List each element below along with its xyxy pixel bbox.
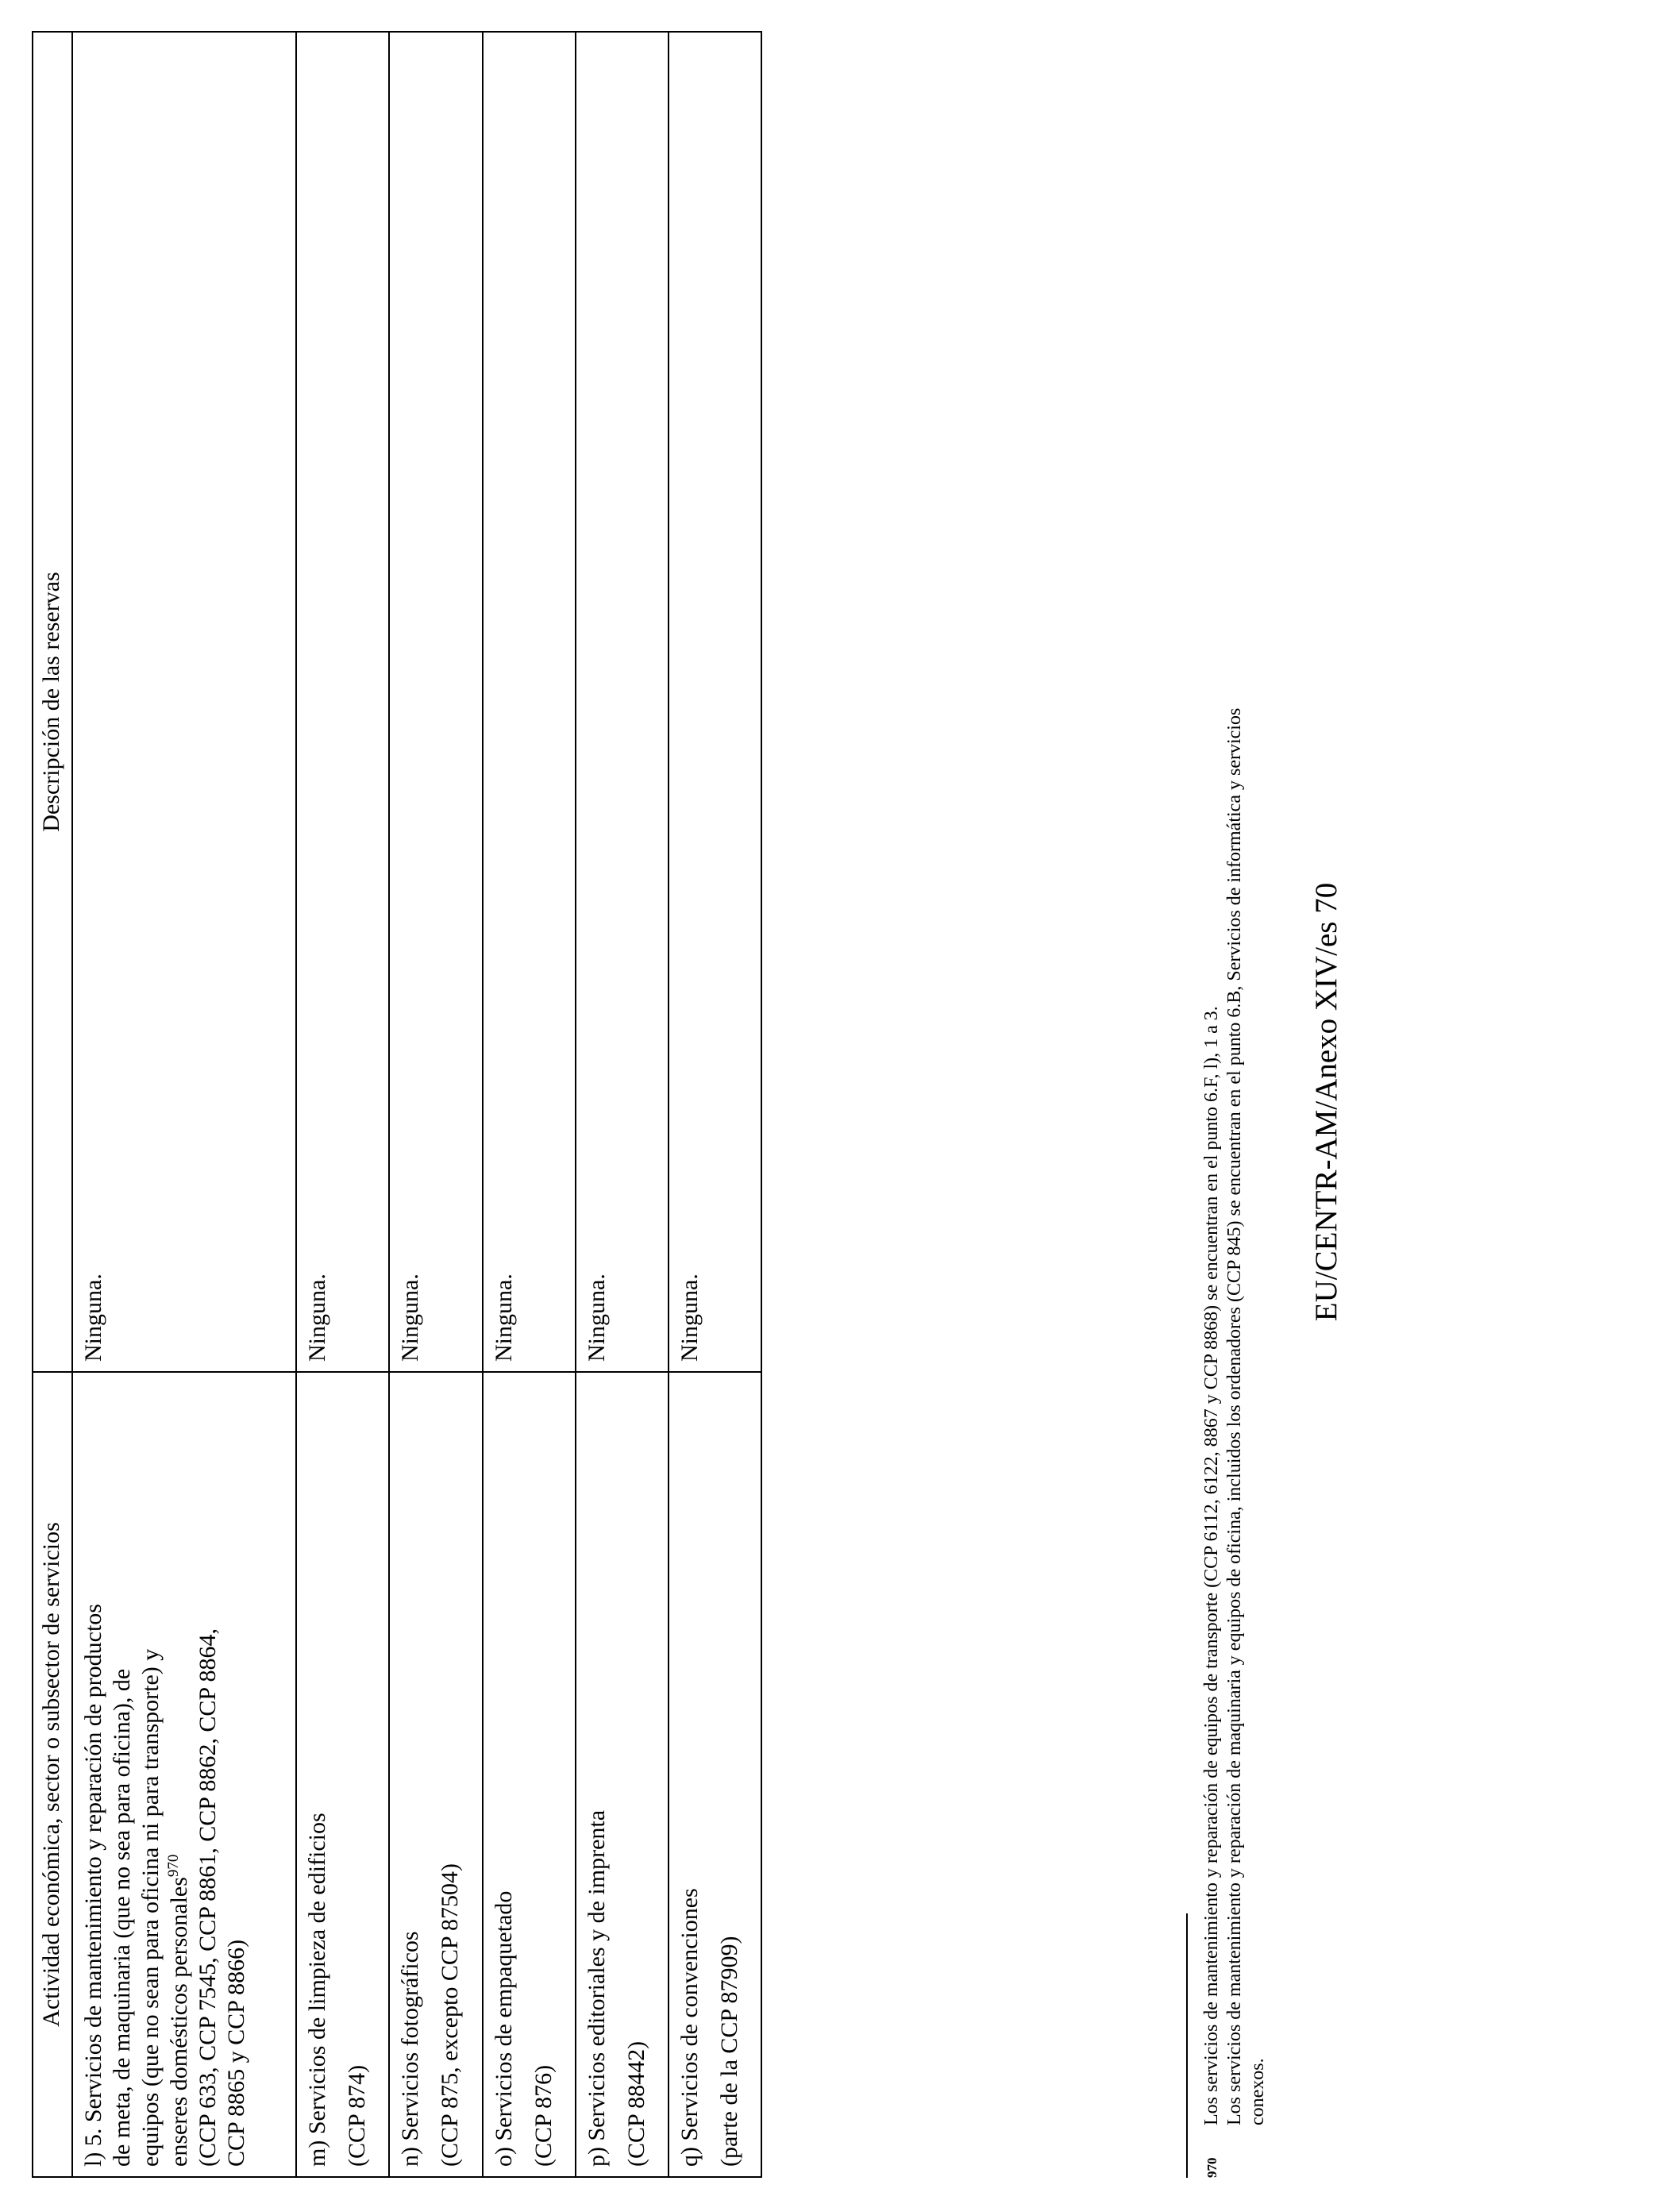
activity-cell (483, 1372, 576, 2177)
table-row (296, 32, 389, 2177)
activity-text: q) Servicios de convenciones (676, 1888, 703, 2167)
footnote-separator (1186, 1913, 1188, 2178)
ccp-code: (CCP 875, excepto CCP 87504) (437, 1863, 464, 2167)
ccp-code: (CCP 876) (530, 2064, 557, 2167)
ccp-code-line: CCP 8865 y CCP 8866) (223, 1939, 250, 2167)
footnote-reference: 970 (165, 1854, 183, 1878)
reservation-cell (296, 32, 389, 1372)
footnote-970 (1200, 50, 1270, 2178)
footnote-line: Los servicios de mantenimiento y reparación de maquinaria y equipos de oficina, incluidos los ordenadores (CCP 845) se encuentran en el punto 6.B, Servicios de informática y servicios (1224, 707, 1245, 2125)
table-row (483, 32, 576, 2177)
table-row (389, 32, 482, 2177)
activity-text: o) Servicios de empaquetado (490, 1890, 517, 2167)
reservation-cell (389, 32, 482, 1372)
table-row (669, 32, 761, 2177)
reservation-text: Ninguna. (676, 1273, 703, 1362)
reservation-cell (72, 32, 296, 1372)
header-reservations: Descripción de las reservas (33, 32, 72, 1372)
page-footer: EU/CENTR-AM/Anexo XIV/es 70 (1309, 882, 1343, 1322)
activity-text: p) Servicios editoriales y de imprenta (583, 1809, 610, 2167)
activity-text: m) Servicios de limpieza de edificios (304, 1813, 331, 2167)
reservation-cell (669, 32, 761, 1372)
reservation-text: Ninguna. (490, 1273, 517, 1362)
table-header-row (33, 32, 72, 2177)
ccp-code: (parte de la CCP 87909) (715, 1936, 742, 2167)
footnote-number: 970 (1204, 2157, 1220, 2178)
reservation-cell (576, 32, 669, 1372)
activity-cell (389, 1372, 482, 2177)
footnote-line: Los servicios de mantenimiento y reparación de equipos de transporte (CCP 6112, 6122, 8867 y CCP 8868) se encuentran en el punto 6.F, l), 1 a 3. (1201, 1006, 1222, 2125)
header-activity: Actividad económica, sector o subsector de servicios (33, 1372, 72, 2177)
reservation-text: Ninguna. (583, 1273, 610, 1362)
footnote-line: conexos. (1247, 2058, 1268, 2125)
activity-line: de meta, de maquinaria (que no sea para oficina), de (109, 1668, 136, 2167)
reservation-cell (483, 32, 576, 1372)
table-row (72, 32, 296, 2177)
activity-line: enseres domésticos personales (166, 1877, 193, 2167)
activity-line: equipos (que no sean para oficina ni para transporte) y (137, 1648, 164, 2167)
reservation-text: Ninguna. (397, 1273, 424, 1362)
table-row (576, 32, 669, 2177)
ccp-code: (CCP 874) (344, 2064, 371, 2167)
activity-line: l) 5. Servicios de mantenimiento y reparación de productos (80, 1604, 107, 2167)
ccp-code-line: (CCP 633, CCP 7545, CCP 8861, CCP 8862, CCP 8864, (195, 1628, 222, 2167)
reservation-text: Ninguna. (80, 1273, 107, 1362)
activity-cell (72, 1372, 296, 2177)
reservations-table (32, 31, 762, 2178)
activity-text: n) Servicios fotográficos (397, 1931, 424, 2167)
reservation-text: Ninguna. (304, 1273, 331, 1362)
ccp-code: (CCP 88442) (622, 2040, 649, 2167)
activity-cell (576, 1372, 669, 2177)
activity-cell (296, 1372, 389, 2177)
activity-cell (669, 1372, 761, 2177)
